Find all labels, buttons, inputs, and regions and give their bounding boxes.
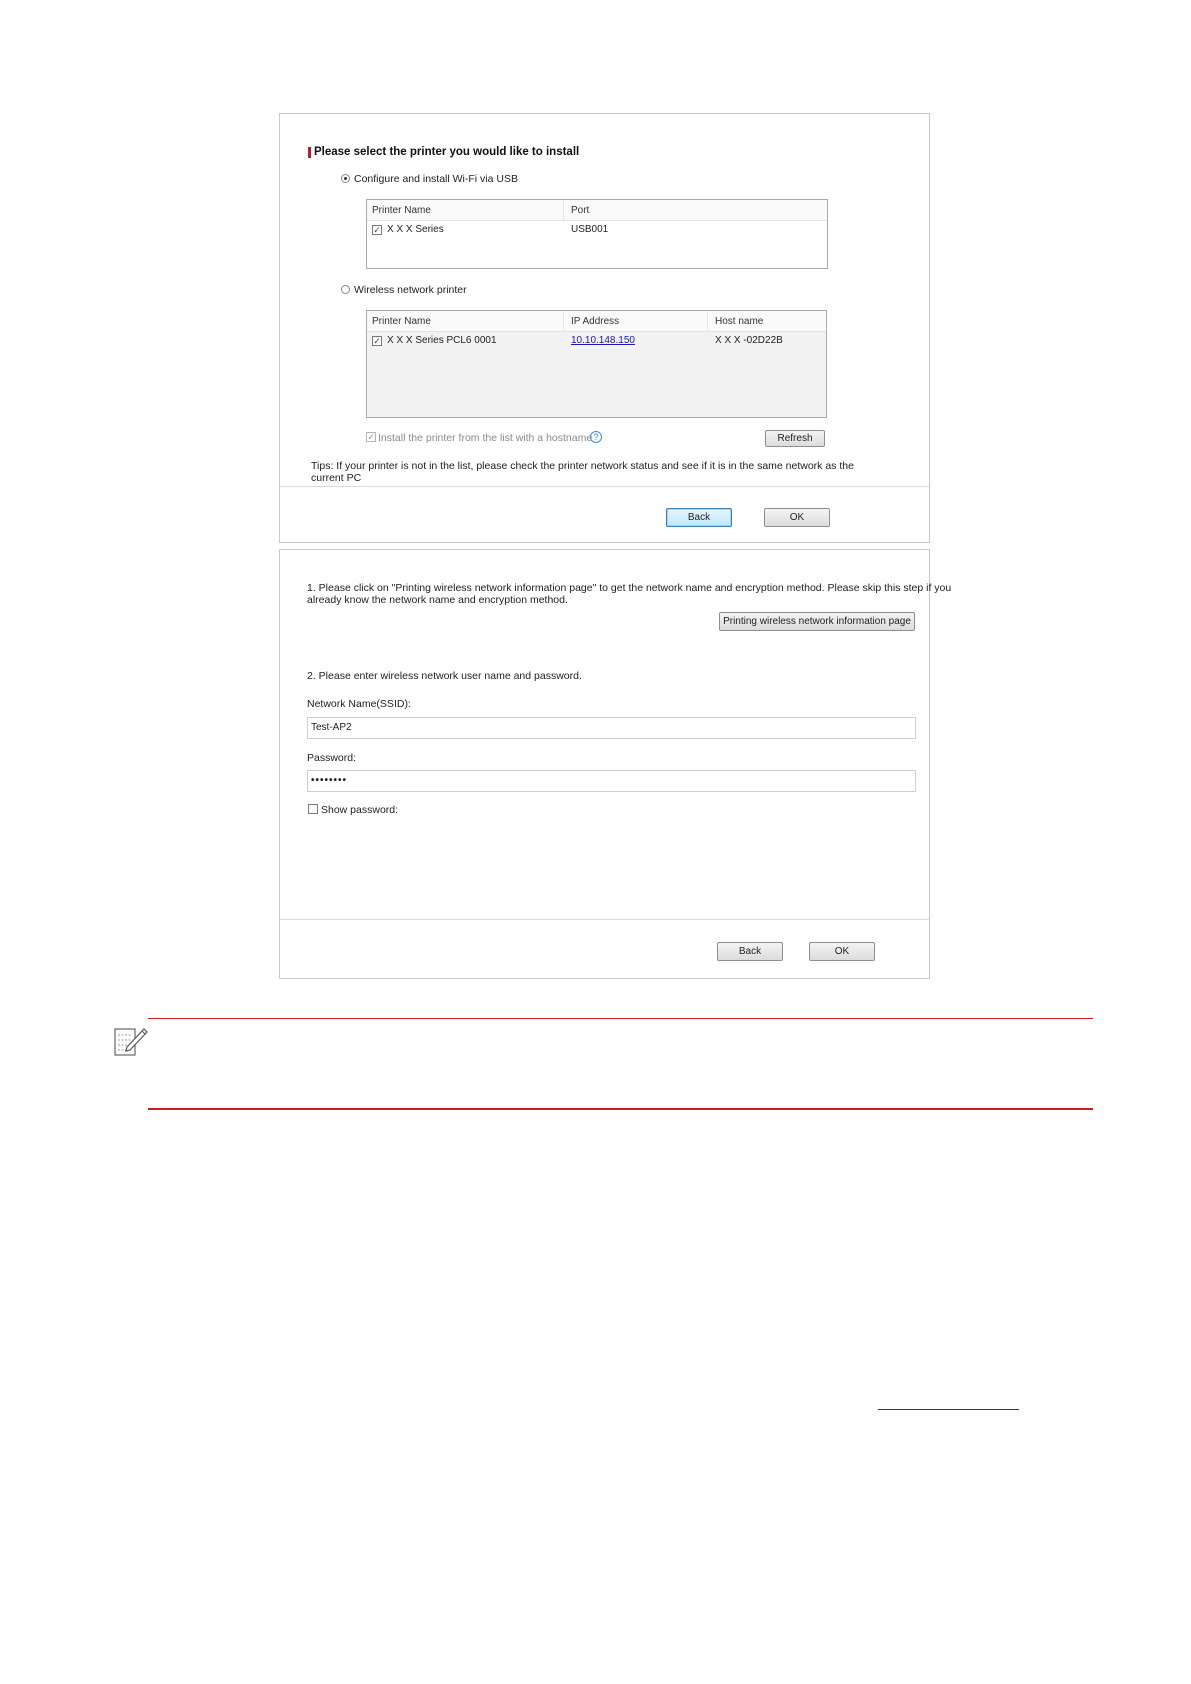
hostname-checkbox-label: Install the printer from the list with a hostname [378, 432, 593, 444]
show-password-checkbox[interactable] [308, 804, 318, 814]
usb-option-radio[interactable] [341, 174, 350, 183]
port-cell: USB001 [571, 224, 609, 235]
row-checkbox[interactable]: ✓ [373, 225, 381, 235]
refresh-button[interactable]: Refresh [765, 430, 825, 447]
note-bottom-rule [148, 1108, 1093, 1110]
help-icon[interactable]: ? [590, 431, 602, 443]
host-name-cell: X X X -02D22B [715, 335, 783, 346]
ssid-label: Network Name(SSID): [307, 698, 411, 710]
show-password-label: Show password: [321, 804, 399, 816]
row-checkbox[interactable]: ✓ [373, 336, 381, 346]
back-button[interactable]: Back [717, 942, 783, 961]
printer-name-cell: X X X Series [387, 224, 444, 235]
column-header-ip-address[interactable]: IP Address [571, 316, 620, 327]
footer-divider [280, 919, 929, 920]
section-marker [308, 147, 311, 158]
password-input[interactable]: •••••••• [307, 770, 916, 792]
step1-text: 1. Please click on "Printing wireless network information page" to get the network name and encryption method. Please skip this step if you [307, 582, 952, 594]
note-top-rule [148, 1018, 1093, 1019]
ip-address-link[interactable]: 10.10.148.150 [571, 335, 635, 346]
usb-option-label[interactable]: Configure and install Wi-Fi via USB [354, 173, 518, 185]
print-info-page-button[interactable]: Printing wireless network information page [719, 612, 915, 631]
printer-name-cell: X X X Series PCL6 0001 [387, 335, 497, 346]
hostname-checkbox[interactable]: ✓ [367, 432, 375, 442]
usb-printer-table [366, 199, 828, 269]
usb-table-header [367, 200, 827, 221]
back-button[interactable]: Back [666, 508, 732, 527]
wireless-credentials-dialog [279, 549, 952, 979]
tips-text: Tips: If your printer is not in the list, please check the printer network status and see if it is in the same network as the [311, 460, 854, 472]
wireless-option-radio[interactable] [341, 285, 350, 294]
ssid-input[interactable]: Test-AP2 [307, 717, 916, 739]
column-header-host-name[interactable]: Host name [715, 316, 764, 327]
column-header-printer-name[interactable]: Printer Name [372, 205, 431, 216]
ok-button[interactable]: OK [809, 942, 875, 961]
hyperlink-underline[interactable] [878, 1409, 1019, 1410]
column-header-port[interactable]: Port [571, 205, 590, 216]
step1-text-continued: already know the network name and encryption method. [307, 594, 568, 606]
note-pencil-icon [113, 1025, 149, 1058]
wireless-table-header [367, 311, 826, 332]
password-label: Password: [307, 752, 357, 764]
dialog-heading: Please select the printer you would like to install [314, 146, 580, 158]
step2-text: 2. Please enter wireless network user name and password. [307, 670, 582, 682]
wireless-printer-table [366, 310, 827, 418]
printer-select-dialog [279, 113, 930, 543]
ok-button[interactable]: OK [764, 508, 830, 527]
wireless-option-label[interactable]: Wireless network printer [354, 284, 467, 296]
footer-divider [280, 486, 929, 487]
column-header-printer-name[interactable]: Printer Name [372, 316, 431, 327]
tips-text-continued: current PC [311, 472, 362, 484]
